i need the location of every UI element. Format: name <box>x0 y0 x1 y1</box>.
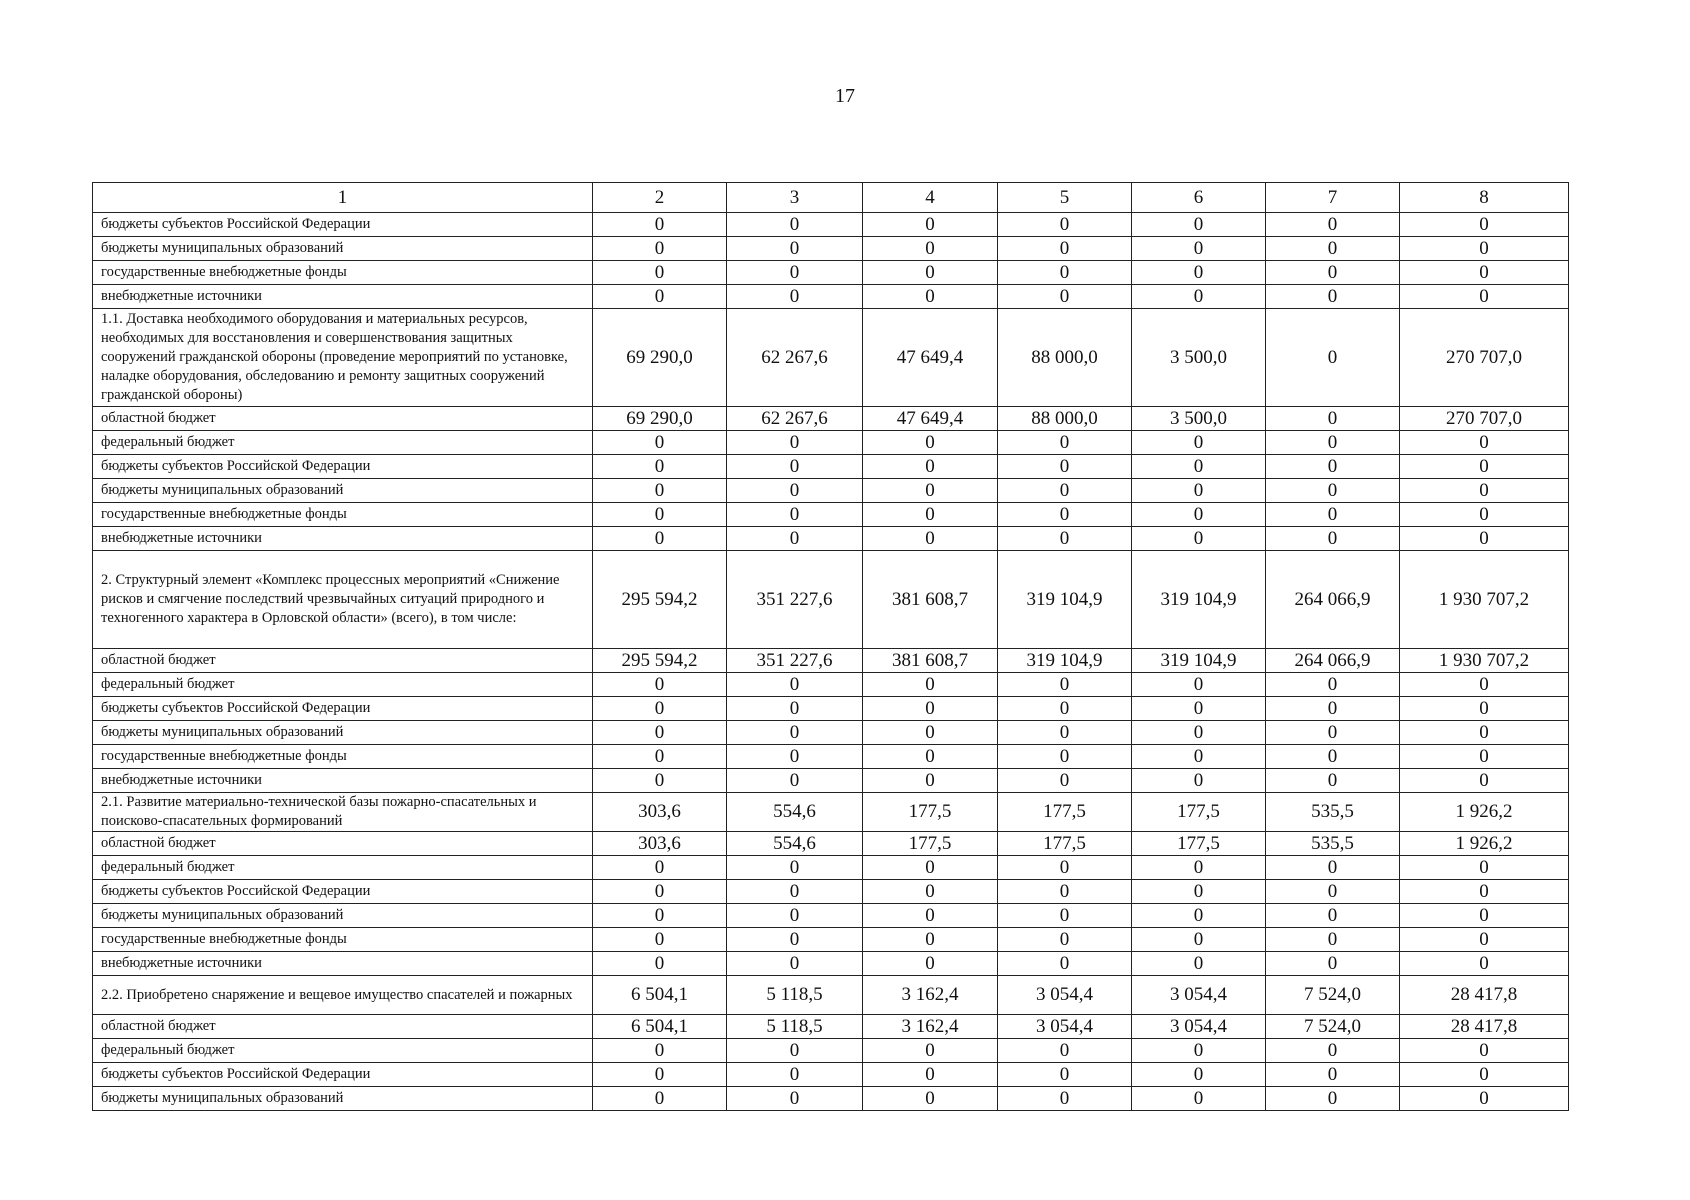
value-cell: 0 <box>727 213 863 237</box>
value-cell: 0 <box>1400 856 1569 880</box>
value-cell: 535,5 <box>1266 793 1400 832</box>
value-cell: 0 <box>593 1039 727 1063</box>
row-label: областной бюджет <box>93 649 593 673</box>
value-cell: 0 <box>1132 673 1266 697</box>
value-cell: 0 <box>727 904 863 928</box>
value-cell: 0 <box>863 745 998 769</box>
table-row <box>93 455 1569 479</box>
value-cell: 554,6 <box>727 793 863 832</box>
table-row <box>93 551 1569 649</box>
value-cell: 0 <box>863 904 998 928</box>
value-cell: 381 608,7 <box>863 551 998 649</box>
value-cell: 0 <box>593 1063 727 1087</box>
value-cell: 0 <box>1132 527 1266 551</box>
value-cell: 0 <box>593 856 727 880</box>
row-label: 2.1. Развитие материально-технической базы пожарно-спасательных и поисково-спасательных формирований <box>93 793 593 832</box>
value-cell: 0 <box>1132 455 1266 479</box>
row-label: государственные внебюджетные фонды <box>93 503 593 527</box>
table-row <box>93 1087 1569 1111</box>
value-cell: 0 <box>863 503 998 527</box>
value-cell: 0 <box>1400 237 1569 261</box>
value-cell: 0 <box>863 431 998 455</box>
row-label: государственные внебюджетные фонды <box>93 745 593 769</box>
value-cell: 319 104,9 <box>1132 551 1266 649</box>
row-label: федеральный бюджет <box>93 1039 593 1063</box>
value-cell: 177,5 <box>998 793 1132 832</box>
value-cell: 0 <box>1400 952 1569 976</box>
value-cell: 0 <box>1266 285 1400 309</box>
value-cell: 0 <box>1132 697 1266 721</box>
value-cell: 0 <box>727 673 863 697</box>
value-cell: 0 <box>1132 880 1266 904</box>
value-cell: 177,5 <box>998 832 1132 856</box>
table-row <box>93 407 1569 431</box>
value-cell: 47 649,4 <box>863 407 998 431</box>
value-cell: 0 <box>863 261 998 285</box>
value-cell: 0 <box>1266 527 1400 551</box>
value-cell: 535,5 <box>1266 832 1400 856</box>
value-cell: 0 <box>727 697 863 721</box>
value-cell: 0 <box>593 479 727 503</box>
row-label: областной бюджет <box>93 407 593 431</box>
value-cell: 177,5 <box>863 832 998 856</box>
value-cell: 0 <box>863 880 998 904</box>
value-cell: 0 <box>1266 407 1400 431</box>
value-cell: 88 000,0 <box>998 407 1132 431</box>
value-cell: 0 <box>1266 928 1400 952</box>
row-label: 2. Структурный элемент «Комплекс процессных мероприятий «Снижение рисков и смягчение последствий чрезвычайных ситуаций природного и техногенного характера в Орловской области» (всего), в том числе: <box>93 551 593 649</box>
value-cell: 0 <box>998 1087 1132 1111</box>
value-cell: 0 <box>998 503 1132 527</box>
value-cell: 1 930 707,2 <box>1400 649 1569 673</box>
table-row <box>93 237 1569 261</box>
table-row <box>93 697 1569 721</box>
value-cell: 0 <box>593 721 727 745</box>
value-cell: 3 054,4 <box>1132 1015 1266 1039</box>
value-cell: 1 926,2 <box>1400 832 1569 856</box>
value-cell: 0 <box>1266 904 1400 928</box>
value-cell: 554,6 <box>727 832 863 856</box>
value-cell: 6 504,1 <box>593 1015 727 1039</box>
value-cell: 0 <box>593 697 727 721</box>
table-row <box>93 832 1569 856</box>
value-cell: 0 <box>863 1087 998 1111</box>
row-label: бюджеты субъектов Российской Федерации <box>93 880 593 904</box>
table-header-row <box>93 183 1569 213</box>
value-cell: 6 504,1 <box>593 976 727 1015</box>
row-label: бюджеты муниципальных образований <box>93 479 593 503</box>
value-cell: 3 054,4 <box>998 976 1132 1015</box>
value-cell: 0 <box>1132 721 1266 745</box>
value-cell: 0 <box>863 1063 998 1087</box>
value-cell: 0 <box>1266 769 1400 793</box>
table-row <box>93 793 1569 832</box>
value-cell: 0 <box>998 455 1132 479</box>
row-label: федеральный бюджет <box>93 673 593 697</box>
row-label: внебюджетные источники <box>93 527 593 551</box>
value-cell: 0 <box>1400 1063 1569 1087</box>
value-cell: 0 <box>1266 479 1400 503</box>
value-cell: 0 <box>727 1039 863 1063</box>
value-cell: 3 162,4 <box>863 976 998 1015</box>
value-cell: 3 054,4 <box>998 1015 1132 1039</box>
value-cell: 0 <box>998 261 1132 285</box>
value-cell: 0 <box>1132 928 1266 952</box>
value-cell: 0 <box>1132 904 1266 928</box>
value-cell: 0 <box>1266 309 1400 407</box>
value-cell: 0 <box>1400 261 1569 285</box>
value-cell: 0 <box>593 673 727 697</box>
row-label: бюджеты муниципальных образований <box>93 1087 593 1111</box>
value-cell: 0 <box>1266 1087 1400 1111</box>
value-cell: 0 <box>1400 904 1569 928</box>
value-cell: 0 <box>1400 479 1569 503</box>
value-cell: 295 594,2 <box>593 551 727 649</box>
value-cell: 0 <box>593 769 727 793</box>
table-row <box>93 527 1569 551</box>
row-label: бюджеты муниципальных образований <box>93 237 593 261</box>
table-row <box>93 1015 1569 1039</box>
value-cell: 0 <box>1132 769 1266 793</box>
value-cell: 62 267,6 <box>727 309 863 407</box>
table-row <box>93 904 1569 928</box>
value-cell: 69 290,0 <box>593 309 727 407</box>
value-cell: 264 066,9 <box>1266 551 1400 649</box>
row-label: федеральный бюджет <box>93 856 593 880</box>
value-cell: 0 <box>1132 745 1266 769</box>
row-label: областной бюджет <box>93 1015 593 1039</box>
value-cell: 0 <box>727 880 863 904</box>
value-cell: 0 <box>1132 237 1266 261</box>
value-cell: 0 <box>727 455 863 479</box>
value-cell: 177,5 <box>863 793 998 832</box>
table-row <box>93 952 1569 976</box>
value-cell: 0 <box>998 697 1132 721</box>
header-cell: 1 <box>93 183 593 213</box>
value-cell: 0 <box>727 745 863 769</box>
value-cell: 0 <box>1132 1087 1266 1111</box>
value-cell: 0 <box>1266 261 1400 285</box>
value-cell: 28 417,8 <box>1400 976 1569 1015</box>
value-cell: 47 649,4 <box>863 309 998 407</box>
value-cell: 381 608,7 <box>863 649 998 673</box>
table-row <box>93 856 1569 880</box>
value-cell: 0 <box>1400 455 1569 479</box>
row-label: бюджеты субъектов Российской Федерации <box>93 213 593 237</box>
value-cell: 0 <box>1400 745 1569 769</box>
table-row <box>93 769 1569 793</box>
value-cell: 0 <box>1266 721 1400 745</box>
header-cell: 3 <box>727 183 863 213</box>
value-cell: 62 267,6 <box>727 407 863 431</box>
header-cell: 5 <box>998 183 1132 213</box>
value-cell: 0 <box>863 673 998 697</box>
row-label: государственные внебюджетные фонды <box>93 261 593 285</box>
value-cell: 0 <box>1400 721 1569 745</box>
value-cell: 0 <box>593 952 727 976</box>
value-cell: 0 <box>998 952 1132 976</box>
value-cell: 0 <box>1266 1063 1400 1087</box>
value-cell: 3 500,0 <box>1132 309 1266 407</box>
value-cell: 0 <box>1132 213 1266 237</box>
value-cell: 0 <box>1266 856 1400 880</box>
value-cell: 3 500,0 <box>1132 407 1266 431</box>
value-cell: 0 <box>1132 479 1266 503</box>
table-row <box>93 479 1569 503</box>
value-cell: 0 <box>1400 213 1569 237</box>
value-cell: 0 <box>727 431 863 455</box>
value-cell: 0 <box>1132 431 1266 455</box>
value-cell: 0 <box>593 237 727 261</box>
value-cell: 0 <box>863 952 998 976</box>
value-cell: 0 <box>863 928 998 952</box>
value-cell: 0 <box>593 1087 727 1111</box>
value-cell: 5 118,5 <box>727 1015 863 1039</box>
value-cell: 0 <box>727 856 863 880</box>
row-label: бюджеты муниципальных образований <box>93 904 593 928</box>
value-cell: 0 <box>1400 285 1569 309</box>
value-cell: 0 <box>863 856 998 880</box>
table-row <box>93 880 1569 904</box>
value-cell: 0 <box>863 213 998 237</box>
value-cell: 0 <box>727 1063 863 1087</box>
row-label: областной бюджет <box>93 832 593 856</box>
value-cell: 0 <box>593 745 727 769</box>
value-cell: 0 <box>863 721 998 745</box>
value-cell: 0 <box>1132 856 1266 880</box>
value-cell: 295 594,2 <box>593 649 727 673</box>
value-cell: 351 227,6 <box>727 551 863 649</box>
budget-table-container <box>92 182 1568 1111</box>
value-cell: 0 <box>1400 1039 1569 1063</box>
value-cell: 0 <box>727 769 863 793</box>
header-cell: 2 <box>593 183 727 213</box>
value-cell: 88 000,0 <box>998 309 1132 407</box>
table-row <box>93 285 1569 309</box>
value-cell: 0 <box>1400 673 1569 697</box>
header-cell: 4 <box>863 183 998 213</box>
row-label: государственные внебюджетные фонды <box>93 928 593 952</box>
value-cell: 0 <box>593 928 727 952</box>
value-cell: 0 <box>863 1039 998 1063</box>
value-cell: 0 <box>593 880 727 904</box>
table-row <box>93 745 1569 769</box>
value-cell: 0 <box>1132 261 1266 285</box>
value-cell: 319 104,9 <box>998 649 1132 673</box>
value-cell: 0 <box>1400 1087 1569 1111</box>
value-cell: 0 <box>998 673 1132 697</box>
value-cell: 0 <box>1266 952 1400 976</box>
value-cell: 0 <box>727 1087 863 1111</box>
value-cell: 270 707,0 <box>1400 309 1569 407</box>
value-cell: 0 <box>863 455 998 479</box>
value-cell: 0 <box>998 527 1132 551</box>
value-cell: 0 <box>863 285 998 309</box>
value-cell: 5 118,5 <box>727 976 863 1015</box>
value-cell: 0 <box>1266 745 1400 769</box>
value-cell: 0 <box>727 527 863 551</box>
value-cell: 0 <box>727 237 863 261</box>
value-cell: 0 <box>1132 285 1266 309</box>
table-row <box>93 1063 1569 1087</box>
value-cell: 0 <box>1266 237 1400 261</box>
table-row <box>93 309 1569 407</box>
value-cell: 0 <box>593 527 727 551</box>
budget-table <box>92 182 1569 1111</box>
value-cell: 1 930 707,2 <box>1400 551 1569 649</box>
table-row <box>93 928 1569 952</box>
value-cell: 0 <box>593 261 727 285</box>
value-cell: 0 <box>727 261 863 285</box>
value-cell: 0 <box>593 431 727 455</box>
value-cell: 0 <box>998 431 1132 455</box>
value-cell: 0 <box>1266 213 1400 237</box>
value-cell: 0 <box>998 928 1132 952</box>
value-cell: 0 <box>998 721 1132 745</box>
value-cell: 28 417,8 <box>1400 1015 1569 1039</box>
value-cell: 0 <box>998 237 1132 261</box>
value-cell: 7 524,0 <box>1266 1015 1400 1039</box>
value-cell: 319 104,9 <box>998 551 1132 649</box>
row-label: внебюджетные источники <box>93 952 593 976</box>
value-cell: 0 <box>998 769 1132 793</box>
value-cell: 0 <box>998 213 1132 237</box>
row-label: бюджеты субъектов Российской Федерации <box>93 1063 593 1087</box>
value-cell: 3 054,4 <box>1132 976 1266 1015</box>
value-cell: 0 <box>863 769 998 793</box>
value-cell: 0 <box>998 745 1132 769</box>
table-row <box>93 649 1569 673</box>
value-cell: 177,5 <box>1132 832 1266 856</box>
value-cell: 0 <box>727 928 863 952</box>
value-cell: 0 <box>1400 527 1569 551</box>
header-cell: 6 <box>1132 183 1266 213</box>
value-cell: 1 926,2 <box>1400 793 1569 832</box>
value-cell: 0 <box>1400 769 1569 793</box>
table-row <box>93 431 1569 455</box>
row-label: бюджеты субъектов Российской Федерации <box>93 455 593 479</box>
row-label: бюджеты муниципальных образований <box>93 721 593 745</box>
page-number: 17 <box>835 85 855 107</box>
value-cell: 0 <box>727 952 863 976</box>
value-cell: 0 <box>593 904 727 928</box>
value-cell: 3 162,4 <box>863 1015 998 1039</box>
value-cell: 0 <box>998 285 1132 309</box>
value-cell: 0 <box>998 856 1132 880</box>
value-cell: 0 <box>1266 697 1400 721</box>
value-cell: 0 <box>1400 431 1569 455</box>
value-cell: 0 <box>1266 880 1400 904</box>
value-cell: 303,6 <box>593 832 727 856</box>
value-cell: 270 707,0 <box>1400 407 1569 431</box>
row-label: внебюджетные источники <box>93 285 593 309</box>
value-cell: 0 <box>1132 503 1266 527</box>
value-cell: 0 <box>1400 928 1569 952</box>
row-label: бюджеты субъектов Российской Федерации <box>93 697 593 721</box>
value-cell: 0 <box>1266 503 1400 527</box>
value-cell: 0 <box>593 503 727 527</box>
value-cell: 0 <box>1132 1063 1266 1087</box>
value-cell: 0 <box>863 479 998 503</box>
table-row <box>93 503 1569 527</box>
value-cell: 0 <box>727 285 863 309</box>
value-cell: 303,6 <box>593 793 727 832</box>
value-cell: 0 <box>863 237 998 261</box>
value-cell: 69 290,0 <box>593 407 727 431</box>
value-cell: 0 <box>593 213 727 237</box>
value-cell: 0 <box>998 880 1132 904</box>
table-row <box>93 261 1569 285</box>
value-cell: 0 <box>863 527 998 551</box>
table-row <box>93 721 1569 745</box>
value-cell: 0 <box>1266 673 1400 697</box>
value-cell: 0 <box>727 503 863 527</box>
value-cell: 0 <box>727 721 863 745</box>
value-cell: 0 <box>1400 503 1569 527</box>
table-body <box>93 183 1569 1111</box>
value-cell: 177,5 <box>1132 793 1266 832</box>
table-row <box>93 213 1569 237</box>
row-label: 2.2. Приобретено снаряжение и вещевое имущество спасателей и пожарных <box>93 976 593 1015</box>
value-cell: 7 524,0 <box>1266 976 1400 1015</box>
value-cell: 0 <box>998 904 1132 928</box>
value-cell: 0 <box>1132 952 1266 976</box>
value-cell: 0 <box>1132 1039 1266 1063</box>
value-cell: 0 <box>863 697 998 721</box>
value-cell: 0 <box>1266 431 1400 455</box>
value-cell: 0 <box>998 479 1132 503</box>
value-cell: 0 <box>998 1039 1132 1063</box>
value-cell: 0 <box>998 1063 1132 1087</box>
value-cell: 0 <box>593 285 727 309</box>
value-cell: 0 <box>593 455 727 479</box>
value-cell: 0 <box>1266 1039 1400 1063</box>
header-cell: 7 <box>1266 183 1400 213</box>
value-cell: 0 <box>1400 880 1569 904</box>
value-cell: 351 227,6 <box>727 649 863 673</box>
table-row <box>93 673 1569 697</box>
table-row <box>93 976 1569 1015</box>
row-label: 1.1. Доставка необходимого оборудования и материальных ресурсов, необходимых для восстановления и совершенствования защитных сооружений гражданской обороны (проведение мероприятий по установке, наладке оборудования, обследованию и ремонту защитных сооружений гражданской обороны) <box>93 309 593 407</box>
table-row <box>93 1039 1569 1063</box>
value-cell: 0 <box>1266 455 1400 479</box>
value-cell: 0 <box>1400 697 1569 721</box>
row-label: внебюджетные источники <box>93 769 593 793</box>
row-label: федеральный бюджет <box>93 431 593 455</box>
value-cell: 319 104,9 <box>1132 649 1266 673</box>
header-cell: 8 <box>1400 183 1569 213</box>
value-cell: 264 066,9 <box>1266 649 1400 673</box>
value-cell: 0 <box>727 479 863 503</box>
